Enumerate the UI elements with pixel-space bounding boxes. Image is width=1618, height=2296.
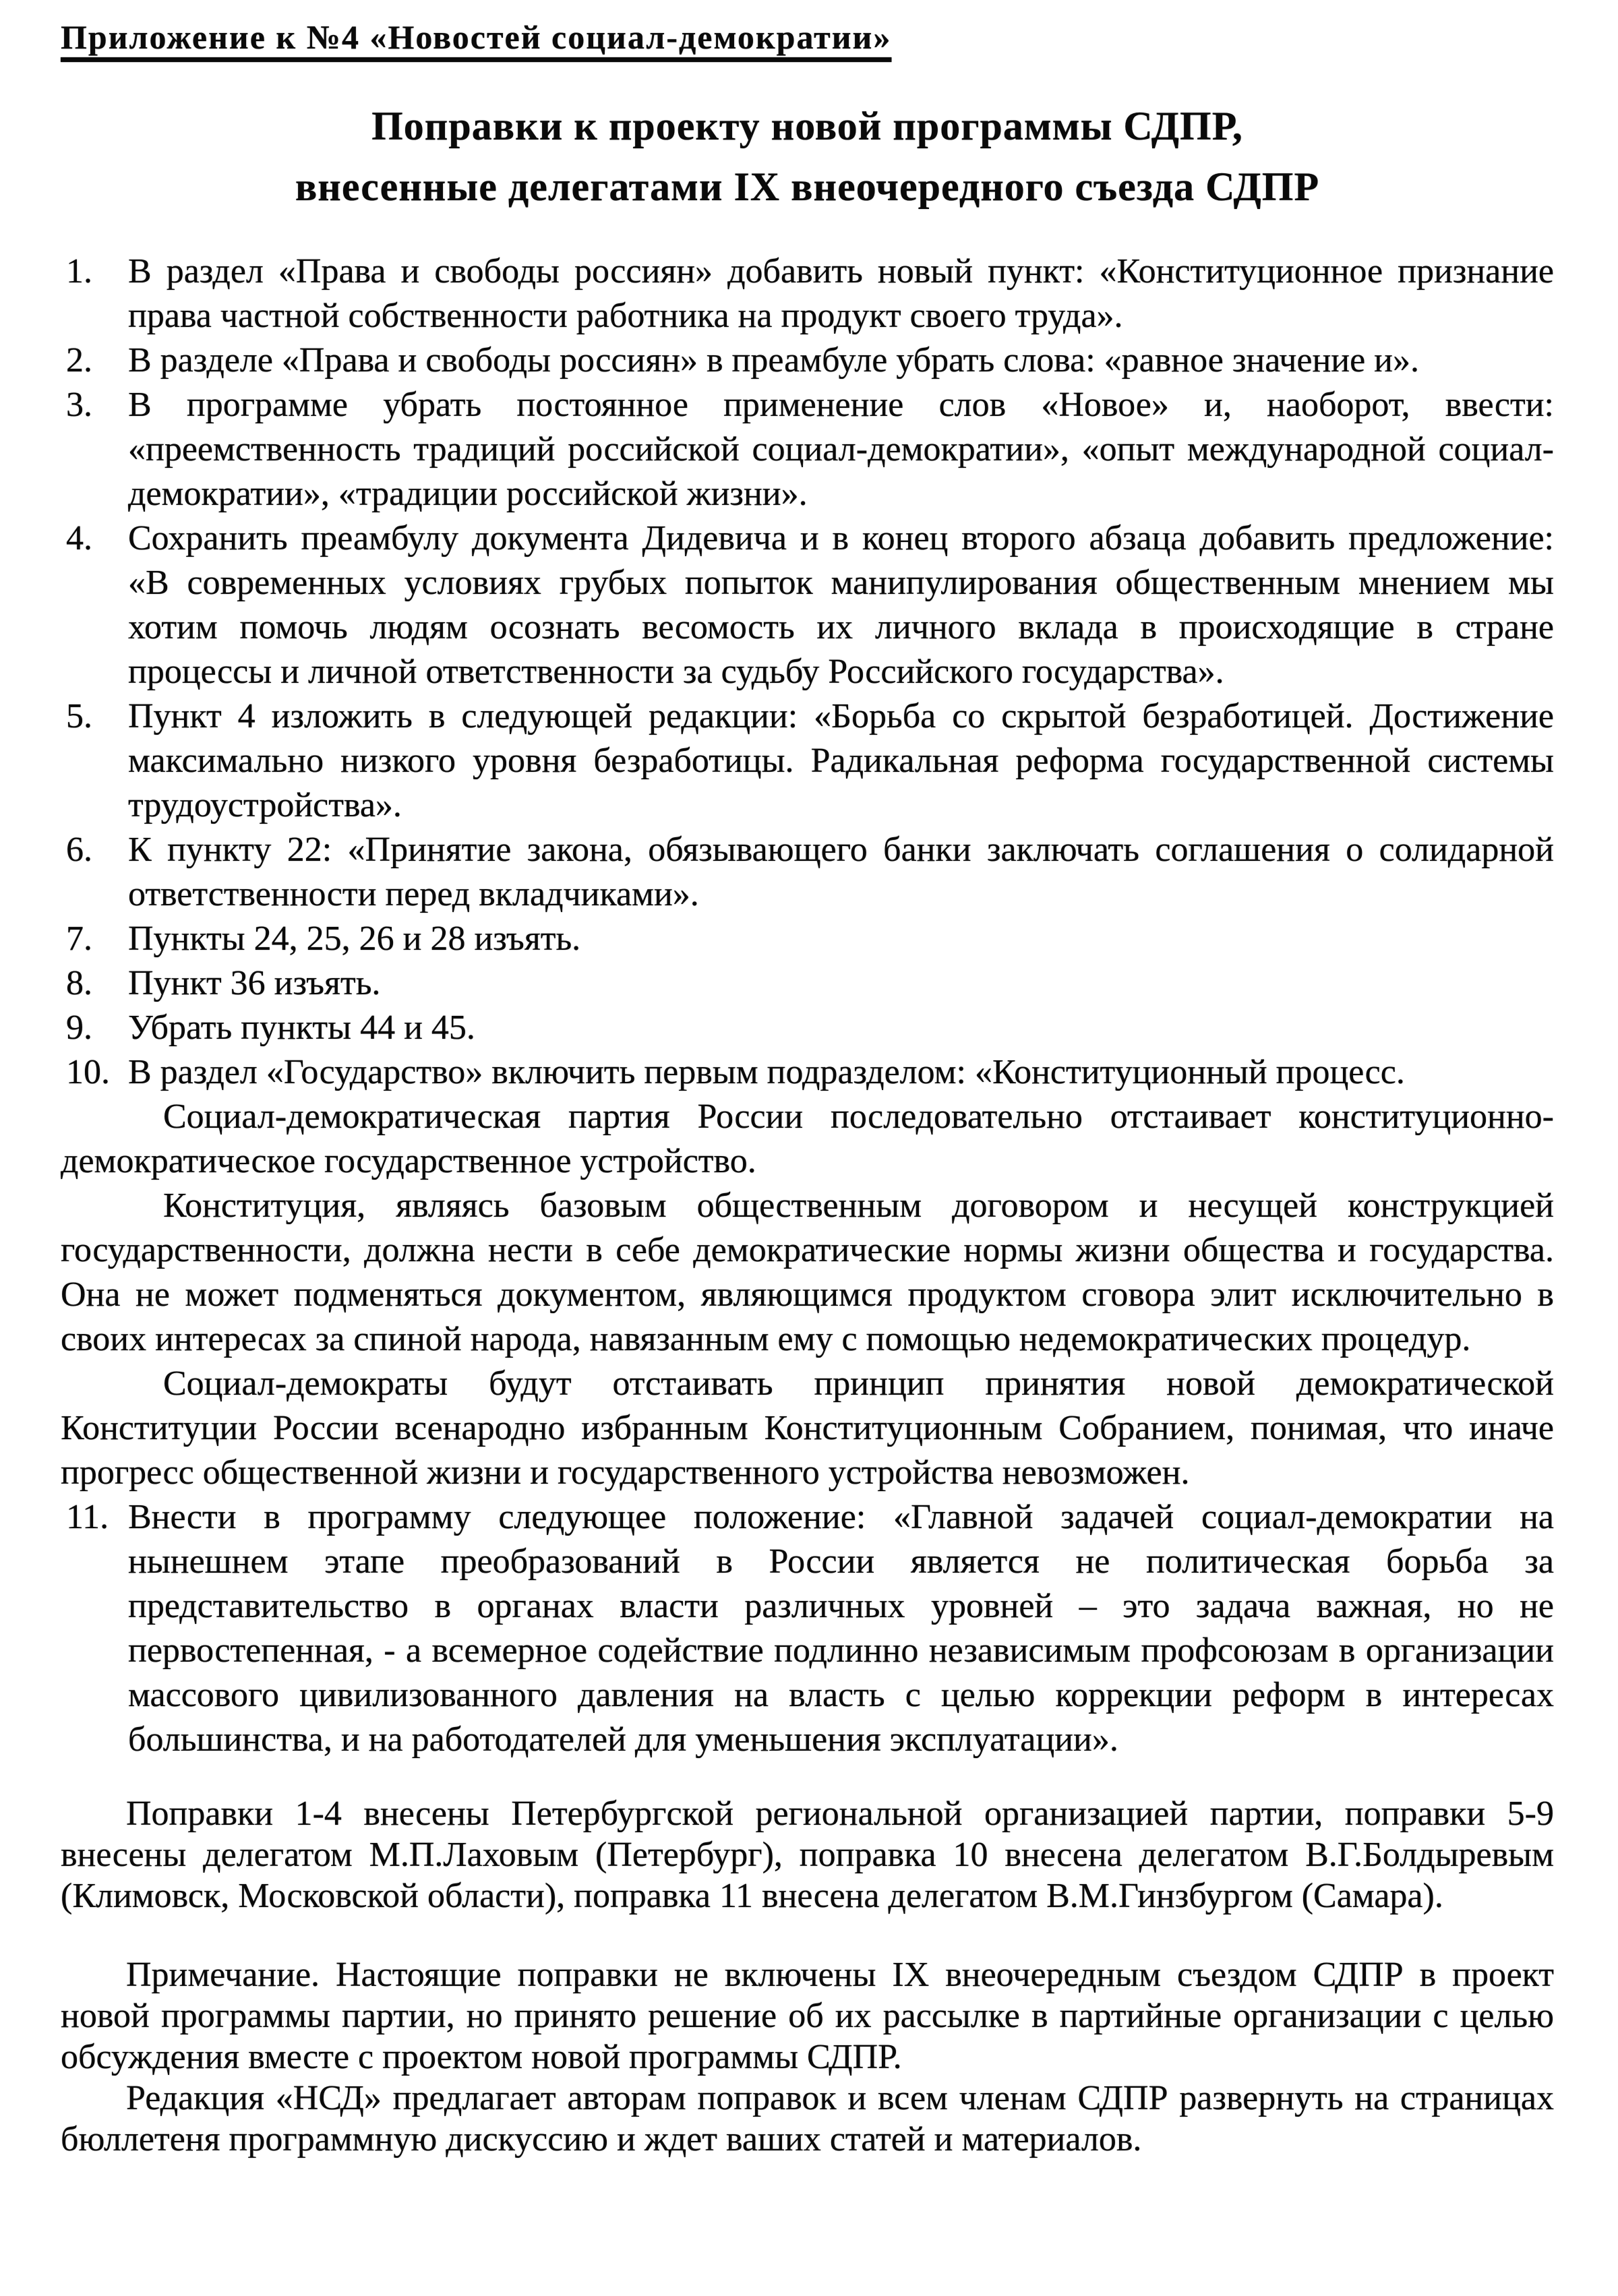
amendment-item bbox=[61, 694, 1554, 828]
amendment-text: Убрать пункты 44 и 45. bbox=[128, 1008, 475, 1047]
amendment-item bbox=[61, 383, 1554, 516]
title-line-2: внесенные делегатами IX внеочередного съезда СДПР bbox=[295, 164, 1320, 209]
amendment-number: 8. bbox=[66, 964, 92, 1002]
closing-paragraph: Примечание. Настоящие поправки не включены IX внеочередным съездом СДПР в проект новой программы партии, но принято решение об их рассылке в партийные организации с целью обсуждения вместе с проектом новой программы СДПР. bbox=[61, 1956, 1554, 2076]
amendment-item bbox=[61, 961, 1554, 1006]
amendment-number: 11. bbox=[66, 1498, 109, 1536]
amendment-item bbox=[61, 249, 1554, 338]
amendment-item bbox=[61, 1006, 1554, 1050]
amendment-number: 10. bbox=[66, 1053, 110, 1091]
closing-paragraph: Поправки 1-4 внесены Петербургской региональной организацией партии, поправки 5-9 внесены делегатом М.П.Лаховым (Петербург), поправка 10 внесена делегатом В.Г.Болдыревым (Климовск, Московской области), поправка 11 внесена делегатом В.М.Гинзбургом (Самара). bbox=[61, 1794, 1554, 1915]
amendment-text: В программе убрать постоянное применение слов «Новое» и, наоборот, ввести: «преемственность традиций российской социал-демократии», «опыт международной социал-демократии», «традиции российской жизни». bbox=[128, 386, 1554, 513]
amendment-item bbox=[61, 1495, 1554, 1762]
amendment-text: Пункт 4 изложить в следующей редакции: «Борьба со скрытой безработицей. Достижение максимально низкого уровня безработицы. Радикальная реформа государственной системы трудоустройства». bbox=[128, 697, 1554, 824]
amendment-item bbox=[61, 1050, 1554, 1495]
amendment-number: 9. bbox=[66, 1008, 92, 1047]
closing-paragraphs bbox=[61, 1793, 1554, 2160]
amendment-item bbox=[61, 516, 1554, 694]
document-title bbox=[61, 96, 1554, 217]
amendment-text: Внести в программу следующее положение: «Главной задачей социал-демократии на нынешнем этапе преобразований в России является не политическая борьба за представительство в органах власти различных уровней – это задача важная, но не первостепенная, - а всемерное содействие подлинно независимым профсоюзам в организации массового цивилизованного давления на власть с целью коррекции реформ в интересах большинства, и на работодателей для уменьшения эксплуатации». bbox=[128, 1498, 1554, 1759]
amendment-text: В разделе «Права и свободы россиян» в преамбуле убрать слова: «равное значение и». bbox=[128, 341, 1420, 380]
amendment-item bbox=[61, 338, 1554, 383]
closing-paragraph: Редакция «НСД» предлагает авторам поправок и всем членам СДПР развернуть на страницах бюллетеня программную дискуссию и ждет ваших статей и материалов. bbox=[61, 2079, 1554, 2158]
amendment-number: 6. bbox=[66, 830, 92, 869]
amendments-list bbox=[61, 249, 1554, 1762]
amendment-text: К пункту 22: «Принятие закона, обязывающего банки заключать соглашения о солидарной ответственности перед вкладчиками». bbox=[128, 830, 1554, 913]
amendment-text: Сохранить преамбулу документа Дидевича и в конец второго абзаца добавить предложение: «В современных условиях грубых попыток манипулирования общественным мнением мы хотим помочь людям осознать весомость их личного вклада в происходящие в стране процессы и личной ответственности за судьбу Российского государства». bbox=[128, 519, 1554, 691]
amendment-text: В раздел «Государство» включить первым подразделом: «Конституционный процесс. bbox=[128, 1053, 1405, 1091]
amendment-subparagraph: Конституция, являясь базовым общественным договором и несущей конструкцией государственности, должна нести в себе демократические нормы жизни общества и государства. Она не может подменяться документом, являющимся продуктом сговора элит исключительно в своих интересах за спиной народа, навязанным ему с помощью недемократических процедур. bbox=[61, 1186, 1554, 1358]
amendment-item bbox=[61, 828, 1554, 917]
amendment-number: 5. bbox=[66, 697, 92, 735]
amendment-number: 7. bbox=[66, 919, 92, 958]
amendment-item bbox=[61, 917, 1554, 961]
title-line-1: Поправки к проекту новой программы СДПР, bbox=[371, 104, 1243, 148]
appendix-header: Приложение к №4 «Новостей социал-демократии» bbox=[61, 18, 892, 56]
amendment-subparagraph: Социал-демократы будут отстаивать принцип принятия новой демократической Конституции России всенародно избранным Конституционным Собранием, понимая, что иначе прогресс общественной жизни и государственного устройства невозможен. bbox=[61, 1364, 1554, 1492]
amendment-text: Пункты 24, 25, 26 и 28 изъять. bbox=[128, 919, 581, 958]
amendment-number: 1. bbox=[66, 252, 92, 291]
amendment-subparagraph: Социал-демократическая партия России последовательно отстаивает конституционно-демократическое государственное устройство. bbox=[61, 1097, 1554, 1180]
amendment-text: Пункт 36 изъять. bbox=[128, 964, 381, 1002]
amendment-number: 3. bbox=[66, 386, 92, 424]
amendment-text: В раздел «Права и свободы россиян» добавить новый пункт: «Конституционное признание права частной собственности работника на продукт своего труда». bbox=[128, 252, 1554, 335]
amendment-number: 2. bbox=[66, 341, 92, 380]
amendment-number: 4. bbox=[66, 519, 92, 557]
